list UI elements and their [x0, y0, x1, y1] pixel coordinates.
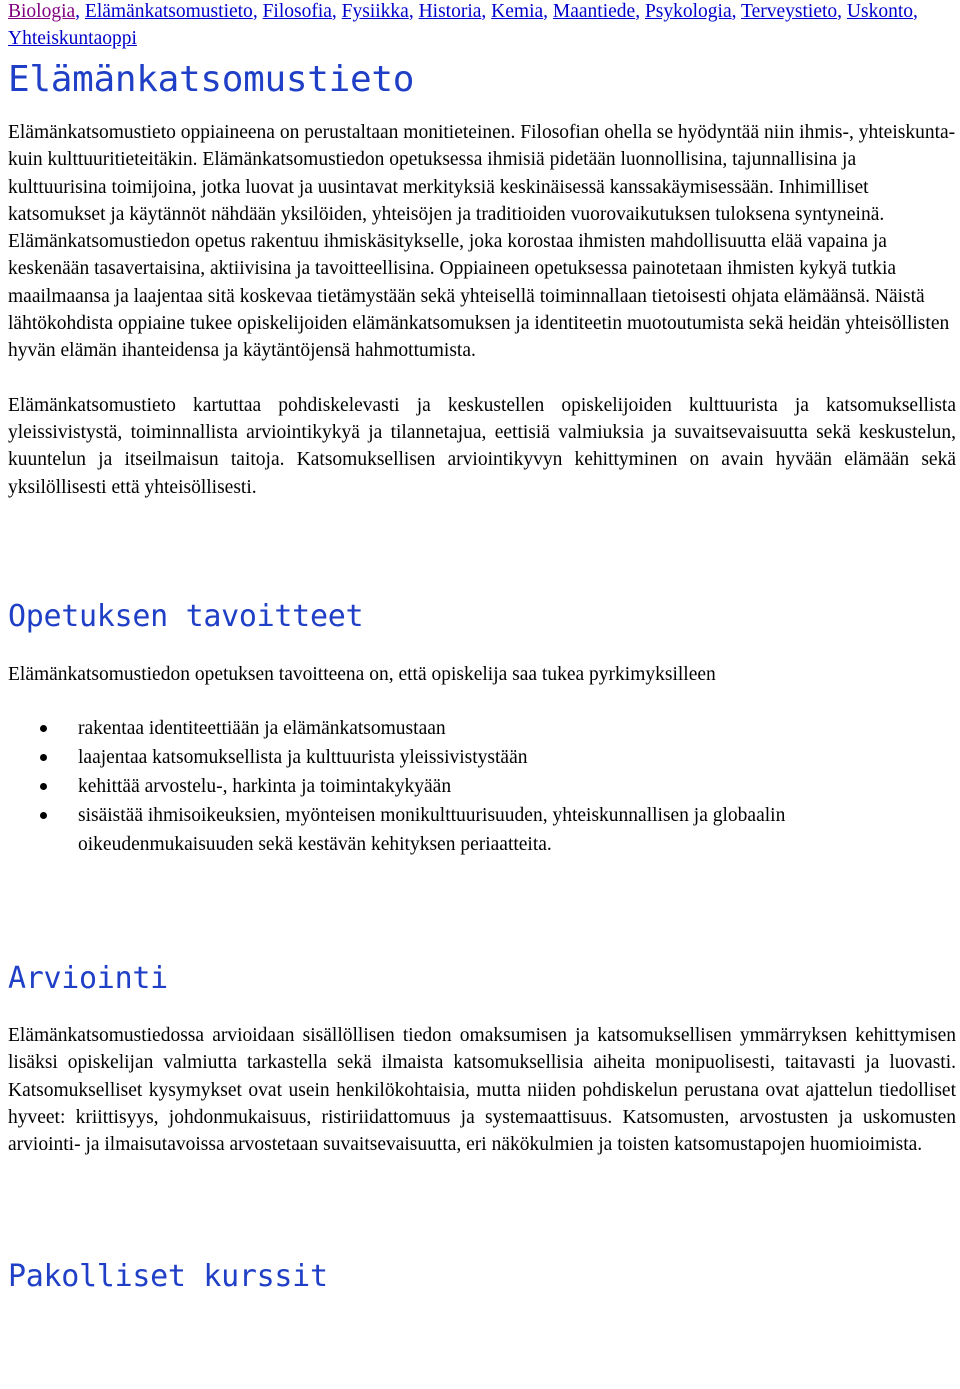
- bullet-icon: [40, 754, 47, 761]
- document-page: [8, 0, 956, 1297]
- intro-paragraph-2: Elämänkatsomustieto kartuttaa pohdiskelevasti ja keskustellen opiskelijoiden kulttuurista ja katsomuksellista yleissivistystä, toiminnallista arviointikykyä ja tilannetajua, eettisiä valmiuksia ja suvaitsevaisuutta sekä keskustelun, kuuntelun ja itseilmaisun taitoja. Katsomuksellisen arviointikyvyn kehittyminen on avain hyvään elämään sekä yksilöllisesti että yhteisöllisesti.: [8, 394, 956, 498]
- evaluation-paragraph: Elämänkatsomustiedossa arvioidaan sisällöllisen tiedon omaksumisen ja katsomuksellisen ymmärryksen kehittymisen lisäksi opiskelijan valmiutta tarkastella sekä ilmaista katsomuksellisia aiheita monipuolisesti, taitavasti ja luovasti. Katsomukselliset kysymykset ovat usein henkilökohtaisia, mutta niiden pohdiskelun perustana ovat ajattelun tiedolliset hyveet: kriittisyys, johdonmukaisuus, ristiriidattomuus ja systemaattisuus. Katsomusten, arvostusten ja uskomusten arviointi- ja ilmaisutavoissa arvostetaan suvaitsevaisuutta, eri näkökulmien ja toisten katsomustapojen huomioimista.: [8, 1025, 956, 1156]
- nav-link-historia[interactable]: Historia: [418, 1, 482, 22]
- intro-paragraph-1: Elämänkatsomustieto oppiaineena on perustaltaan monitieteinen. Filosofian ohella se hyödyntää niin ihmis-, yhteiskunta- kuin kulttuuritieteitäkin. Elämänkatsomustiedon opetuksessa ihmisiä pidetään luonnollisina, tajunnallisina ja kulttuurisina toimijoina, jotka luovat ja uusintavat merkityksiä keskinäisessä kanssakäymisessään. Inhimilliset katsomukset ja käytännöt nähdään yksilöiden, yhteisöjen ja traditioiden vuorovaikutuksen tuloksena syntyneinä. Elämänkatsomustiedon opetus rakentuu ihmiskäsitykselle, joka korostaa ihmisten mahdollisuutta elää vapaina ja keskenään tasavertaisina, aktiivisina ja tavoitteellisina. Oppiaineen opetuksessa painotetaan ihmisten kykyä tutkia maailmaansa ja laajentaa sitä koskevaa tietämystään sekä yhteisellä toiminnallaan tietoisesti ohjata elämäänsä. Näistä lähtökohdista oppiaine tukee opiskelijoiden elämänkatsomuksen ja identiteetin muotoutumista sekä heidän yhteisöllisten hyvän elämän ihanteidensa ja käytäntöjensä hahmottumista.: [8, 122, 956, 362]
- goal-text: rakentaa identiteettiään ja elämänkatsomustaan: [78, 718, 446, 740]
- list-item: [78, 801, 956, 859]
- subject-navigation: Biologia, Elämänkatsomustieto, Filosofia, Fysiikka, Historia, Kemia, Maantiede, Psykologia, Terveystieto, Uskonto, Yhteiskuntaoppi: [8, 1, 918, 49]
- goals-heading: Opetuksen tavoitteet: [8, 598, 364, 634]
- nav-link-yhteiskuntaoppi[interactable]: Yhteiskuntaoppi: [8, 28, 137, 49]
- nav-link-elamankatsomustieto[interactable]: Elämänkatsomustieto: [84, 1, 253, 22]
- nav-link-biologia[interactable]: Biologia: [8, 1, 76, 22]
- evaluation-heading: Arviointi: [8, 961, 168, 997]
- nav-link-psykologia[interactable]: Psykologia: [644, 1, 732, 22]
- list-item: [78, 772, 956, 801]
- list-item: [78, 743, 956, 772]
- bullet-icon: [40, 783, 47, 790]
- courses-heading: Pakolliset kurssit: [8, 1258, 328, 1294]
- nav-link-uskonto[interactable]: Uskonto: [846, 1, 913, 22]
- goal-text: kehittää arvostelu-, harkinta ja toimintakykyään: [78, 776, 452, 798]
- list-item: [78, 714, 956, 743]
- goal-text: sisäistää ihmisoikeuksien, myönteisen monikulttuurisuuden, yhteiskunnallisen ja globaalin oikeudenmukaisuuden sekä kestävän kehityksen periaatteita.: [78, 805, 786, 856]
- goal-text: laajentaa katsomuksellista ja kulttuurista yleissivistystään: [78, 747, 528, 769]
- nav-link-filosofia[interactable]: Filosofia: [262, 1, 332, 22]
- goals-intro: Elämänkatsomustiedon opetuksen tavoitteena on, että opiskelija saa tukea pyrkimyksilleen: [8, 663, 716, 685]
- nav-link-maantiede[interactable]: Maantiede: [552, 1, 636, 22]
- page-title: Elämänkatsomustieto: [8, 59, 415, 100]
- nav-link-fysiikka[interactable]: Fysiikka: [341, 1, 409, 22]
- bullet-icon: [40, 725, 47, 732]
- bullet-icon: [40, 812, 47, 819]
- nav-link-kemia[interactable]: Kemia: [491, 1, 544, 22]
- goals-list: [8, 714, 956, 859]
- nav-link-terveystieto[interactable]: Terveystieto: [741, 1, 838, 22]
